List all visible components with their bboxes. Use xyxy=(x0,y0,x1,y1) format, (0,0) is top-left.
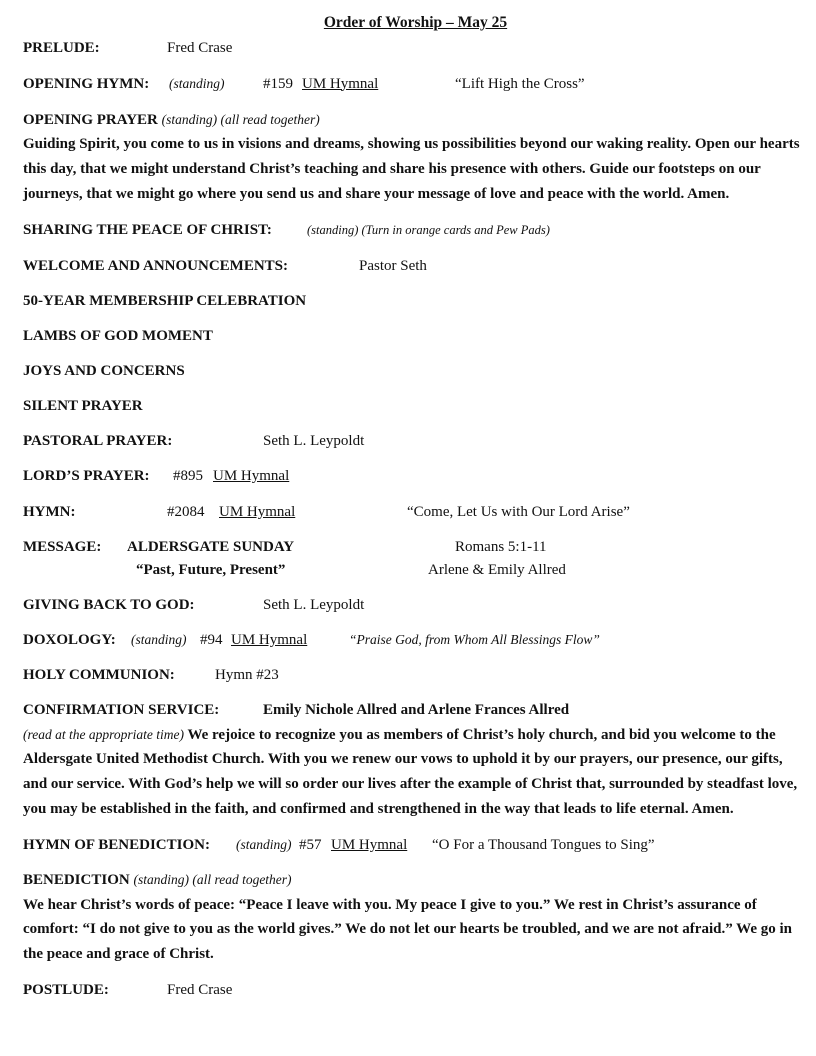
opening-hymn-note: (standing) xyxy=(169,75,225,91)
benediction-hymn-note: (standing) xyxy=(236,836,292,852)
benediction-hymn-label: HYMN OF BENEDICTION: xyxy=(23,836,210,853)
welcome-label: WELCOME AND ANNOUNCEMENTS: xyxy=(23,257,289,274)
postlude-row xyxy=(23,978,808,1003)
joys-label: JOYS AND CONCERNS xyxy=(23,362,185,379)
postlude-name: Fred Crase xyxy=(167,982,233,999)
opening-hymn-number: #159 xyxy=(263,75,293,92)
doxology-number: #94 xyxy=(200,631,223,648)
benediction-hymn-book: UM Hymnal xyxy=(331,836,408,853)
confirmation-note: (read at the appropriate time) xyxy=(23,726,184,742)
doxology-title: “Praise God, from Whom All Blessings Flow” xyxy=(349,631,600,647)
opening-hymn-label: OPENING HYMN: xyxy=(23,75,150,92)
opening-prayer-note: (standing) (all read together) xyxy=(161,111,320,127)
hymn-row xyxy=(23,500,808,525)
confirmation-names: Emily Nichole Allred and Arlene Frances Allred xyxy=(263,701,570,718)
message-row-2 xyxy=(23,558,808,583)
pastoral-prayer-name: Seth L. Leypoldt xyxy=(263,432,365,449)
giving-row xyxy=(23,593,808,618)
message-row xyxy=(23,535,808,558)
message-label: MESSAGE: xyxy=(23,538,102,555)
opening-prayer xyxy=(23,108,808,207)
sharing-peace-label: SHARING THE PEACE OF CHRIST: xyxy=(23,221,272,238)
opening-hymn-title: “Lift High the Cross” xyxy=(455,75,585,92)
message-theme: ALDERSGATE SUNDAY xyxy=(127,538,295,555)
giving-name: Seth L. Leypoldt xyxy=(263,596,365,613)
doxology-row xyxy=(23,628,808,653)
lords-prayer-label: LORD’S PRAYER: xyxy=(23,467,150,484)
silent-prayer-label: SILENT PRAYER xyxy=(23,397,143,414)
benediction-hymn-number: #57 xyxy=(299,836,322,853)
opening-hymn-row xyxy=(23,72,808,97)
opening-prayer-label: OPENING PRAYER xyxy=(23,111,158,128)
benediction-hymn-row xyxy=(23,833,808,858)
lords-prayer-book: UM Hymnal xyxy=(213,467,290,484)
membership-label: 50-YEAR MEMBERSHIP CELEBRATION xyxy=(23,292,307,309)
worship-bulletin xyxy=(23,11,808,1003)
benediction-label: BENEDICTION xyxy=(23,871,130,888)
giving-label: GIVING BACK TO GOD: xyxy=(23,596,195,613)
hymn-book: UM Hymnal xyxy=(219,503,296,520)
page-title: Order of Worship – May 25 xyxy=(323,14,508,31)
silent-prayer-row xyxy=(23,394,808,419)
benediction-text: We hear Christ’s words of peace: “Peace I leave with you. My peace I give to you.” We rest in Christ’s assurance of comfort: “I do not give to you as the world gives.” We do not let our hearts be troubled, and we are not afraid.” We go in the peace and grace of Christ. xyxy=(23,896,793,963)
lords-prayer-number: #895 xyxy=(173,467,203,484)
message-speakers: Arlene & Emily Allred xyxy=(428,561,566,578)
membership-row xyxy=(23,289,808,314)
communion-label: HOLY COMMUNION: xyxy=(23,666,175,683)
communion-row xyxy=(23,663,808,688)
pastoral-prayer-row xyxy=(23,429,808,454)
benediction xyxy=(23,868,808,967)
confirmation-text: We rejoice to recognize you as members of Christ’s holy church, and bid you welcome to the Aldersgate United Methodist Church. With you we renew our vows to uphold it by our prayers, our presence, our gifts, and our service. With God’s help we will so order our lives after the example of Christ that, surrounded by steadfast love, you may be established in the faith, and confirmed and strengthened in the way that leads to life eternal. Amen. xyxy=(23,726,798,818)
confirmation-text-block xyxy=(23,723,808,822)
welcome-row xyxy=(23,254,808,279)
prelude-row xyxy=(23,36,808,61)
confirmation-label: CONFIRMATION SERVICE: xyxy=(23,701,220,718)
joys-row xyxy=(23,359,808,384)
benediction-hymn-title: “O For a Thousand Tongues to Sing” xyxy=(432,836,655,853)
doxology-note: (standing) xyxy=(131,631,187,647)
prelude-label: PRELUDE: xyxy=(23,39,100,56)
pastoral-prayer-label: PASTORAL PRAYER: xyxy=(23,432,173,449)
hymn-title: “Come, Let Us with Our Lord Arise” xyxy=(407,503,630,520)
welcome-name: Pastor Seth xyxy=(359,257,427,274)
hymn-label: HYMN: xyxy=(23,503,76,520)
lambs-row xyxy=(23,324,808,349)
sharing-peace-row xyxy=(23,218,808,243)
message-subtitle: “Past, Future, Present” xyxy=(136,561,286,578)
confirmation-row xyxy=(23,698,808,723)
opening-hymn-book: UM Hymnal xyxy=(302,75,379,92)
prelude-name: Fred Crase xyxy=(167,39,233,56)
communion-hymn: Hymn #23 xyxy=(215,666,279,683)
hymn-number: #2084 xyxy=(167,503,205,520)
doxology-label: DOXOLOGY: xyxy=(23,631,116,648)
lambs-label: LAMBS OF GOD MOMENT xyxy=(23,327,213,344)
lords-prayer-row xyxy=(23,464,808,489)
doxology-book: UM Hymnal xyxy=(231,631,308,648)
opening-prayer-text: Guiding Spirit, you come to us in visions and dreams, showing us possibilities beyond our waking reality. Open our hearts this day, that we might understand Christ’s teaching and share his presence with others. Guide our footsteps on our journeys, that we might go where you send us and share your message of love and peace with the world. Amen. xyxy=(23,136,800,202)
message-scripture: Romans 5:1-11 xyxy=(455,538,547,555)
benediction-note: (standing) (all read together) xyxy=(133,871,292,887)
postlude-label: POSTLUDE: xyxy=(23,982,109,999)
sharing-peace-note: (standing) (Turn in orange cards and Pew Pads) xyxy=(307,222,550,237)
